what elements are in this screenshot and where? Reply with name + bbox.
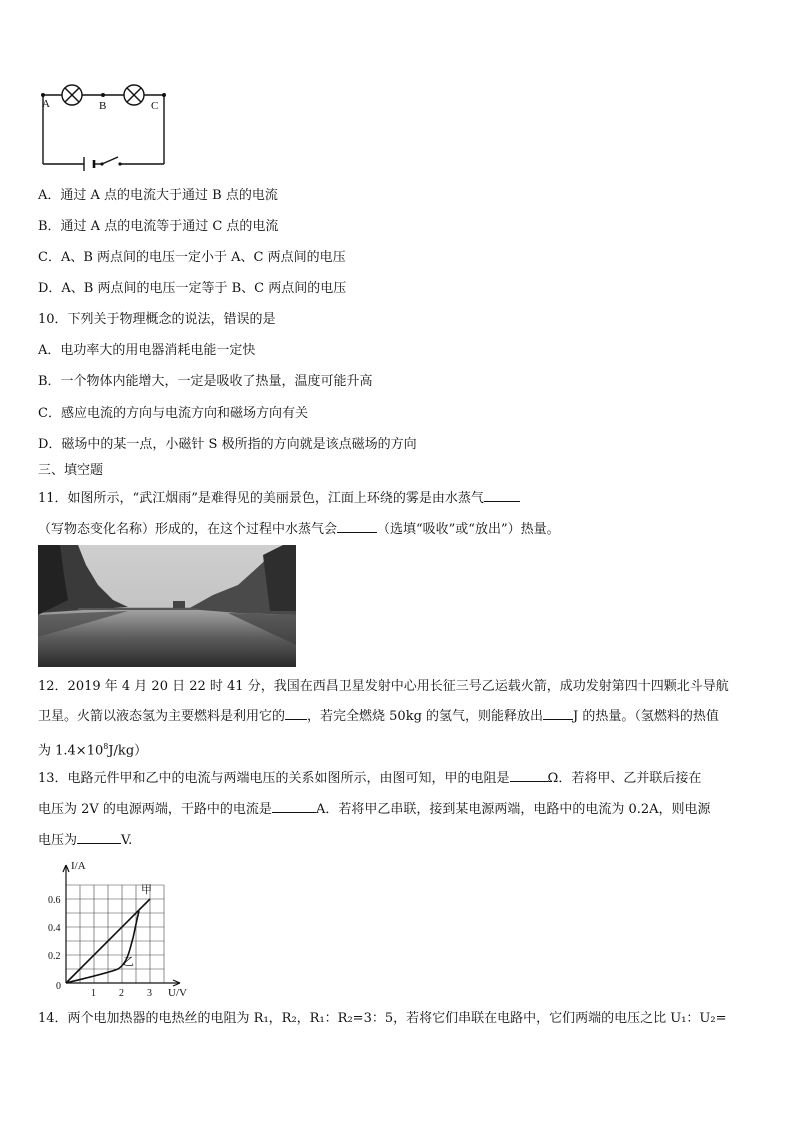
section-title: 三、填空题 [38, 463, 104, 478]
q12-line2-text-a: 卫星。火箭以液态氢为主要燃料是利用它的 [38, 709, 286, 724]
point-b-label: B [99, 100, 107, 112]
q12-line2 [38, 707, 719, 726]
q11-line2 [38, 520, 560, 539]
q10-option-c: C．感应电流的方向与电流方向和磁场方向有关 [38, 406, 308, 421]
q9-option-b: B．通过 A 点的电流等于通过 C 点的电流 [38, 219, 279, 234]
q13-line1-text-a: 13．电路元件甲和乙中的电流与两端电压的关系如图所示，由图可知，甲的电阻是 [38, 771, 510, 786]
y-tick-label: 0.4 [48, 923, 61, 934]
q9-option-c: C．A、B 两点间的电压一定小于 A、C 两点间的电压 [38, 250, 346, 265]
q13-line3 [38, 831, 132, 850]
q12-line3 [38, 738, 147, 760]
point-c-label: C [151, 100, 159, 112]
q11-line2-text-a: （写物态变化名称）形成的，在这个过程中水蒸气会 [38, 522, 338, 537]
q13-line1 [38, 769, 701, 788]
x-axis-label: U/V [168, 987, 187, 998]
x-tick-label: 1 [91, 988, 96, 998]
x-tick-label: 3 [147, 988, 152, 998]
q13-blank-3 [77, 831, 121, 844]
q13-line3-text-a: 电压为 [38, 833, 78, 848]
y-tick-label: 0.6 [48, 895, 61, 906]
q10-option-d: D．磁场中的某一点，小磁针 S 极所指的方向就是该点磁场的方向 [38, 437, 417, 452]
q11-blank-1 [484, 489, 520, 502]
q12-exponent: 8 [103, 742, 109, 751]
q12-line2-text-b: ，若完全燃烧 50kg 的氢气，则能释放出 [307, 709, 544, 724]
q10-stem: 10．下列关于物理概念的说法，错误的是 [38, 312, 276, 327]
q12-line3-text-b: J/kg） [108, 743, 148, 759]
q13-line3-text-b: V. [121, 833, 133, 848]
q11-blank-2 [337, 520, 377, 533]
q9-option-a: A．通过 A 点的电流大于通过 B 点的电流 [38, 188, 278, 203]
current-voltage-graph [40, 853, 195, 998]
q12-line2-text-c: J 的热量。（氢燃料的热值 [573, 709, 719, 724]
point-a-label: A [42, 98, 50, 110]
q12-line3-text-a: 为 1.4×10 [38, 743, 104, 759]
y-tick-label: 0.2 [48, 951, 61, 962]
curve-yi-label: 乙 [123, 955, 134, 968]
q10-option-b: B．一个物体内能增大，一定是吸收了热量，温度可能升高 [38, 374, 373, 389]
q13-blank-2 [272, 800, 316, 813]
q13-blank-1 [510, 769, 548, 782]
x-tick-label: 2 [119, 988, 124, 998]
q13-line2-text-b: A．若将甲乙串联，接到某电源两端，电路中的电流为 0.2A，则电源 [315, 802, 711, 817]
q12-blank-2 [543, 707, 573, 720]
curve-jia-label: 甲 [141, 883, 152, 896]
q11-line1-text: 11．如图所示，“武江烟雨”是难得见的美丽景色，江面上环绕的雾是由水蒸气 [38, 491, 484, 506]
q13-line2 [38, 800, 711, 819]
q11-line1 [38, 489, 520, 508]
q10-option-a: A．电功率大的用电器消耗电能一定快 [38, 343, 256, 358]
origin-label: 0 [56, 981, 61, 992]
circuit-diagram [36, 78, 171, 173]
q13-line1-text-b: Ω．若将甲、乙并联后接在 [547, 771, 702, 786]
y-axis-label: I/A [71, 860, 86, 872]
q11-line2-text-b: （选填“吸收”或“放出”）热量。 [377, 522, 560, 537]
q14-line1: 14．两个电加热器的电热丝的电阻为 R₁，R₂，R₁：R₂=3：5，若将它们串联在电路中，它们两端的电压之比 U₁：U₂= [38, 1011, 727, 1026]
q9-option-d: D．A、B 两点间的电压一定等于 B、C 两点间的电压 [38, 281, 347, 296]
misty-river-photo [38, 545, 296, 667]
q12-line1: 12．2019 年 4 月 20 日 22 时 41 分，我国在西昌卫星发射中心用长征三号乙运载火箭，成功发射第四十四颗北斗导航 [38, 679, 729, 694]
q13-line2-text-a: 电压为 2V 的电源两端，干路中的电流是 [38, 802, 272, 817]
q12-blank-1 [285, 707, 307, 720]
